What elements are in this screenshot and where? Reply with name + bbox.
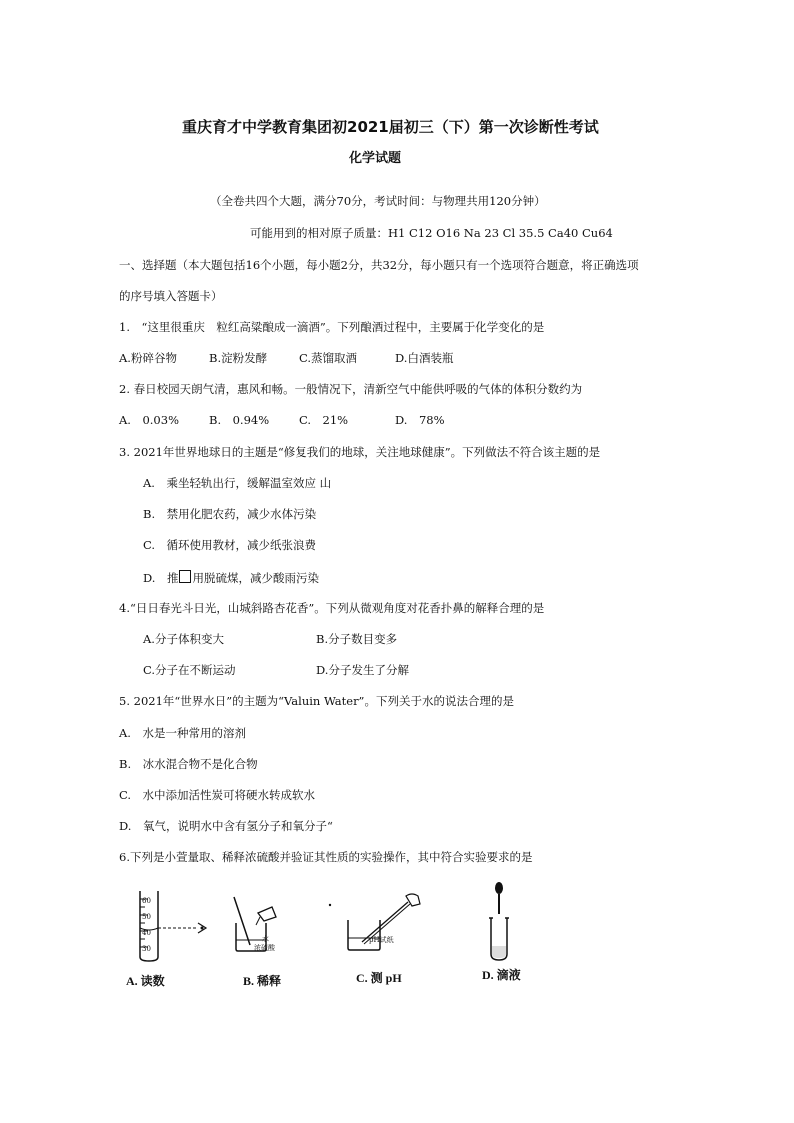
- section1-heading-cont: 的序号填入答题卡）: [119, 289, 223, 303]
- q3-option-d: [143, 570, 319, 585]
- section1-heading: 一、选择题（本大题包括16个小题，每小题2分，共32分，每小题只有一个选项符合题意，将正确选项: [119, 258, 639, 272]
- q1-option-b: B.淀粉发酵: [209, 351, 268, 365]
- q1-option-a: A.粉碎谷物: [119, 351, 177, 365]
- q4-option-a: A.分子体积变大: [143, 632, 224, 646]
- caption-b: B. 稀释: [243, 974, 282, 988]
- caption-c: C. 测 pH: [356, 971, 402, 985]
- q1-option-d: D.白酒装瓶: [395, 351, 454, 365]
- q2-option-b: B. 0.94%: [209, 413, 270, 427]
- cylinder-tick-60: 60: [142, 897, 151, 905]
- q2-option-a: A. 0.03%: [119, 413, 179, 427]
- q4-option-c: C.分子在不断运动: [143, 663, 236, 677]
- q2-option-c: C. 21%: [299, 413, 349, 427]
- label-ph-paper: pH试纸: [369, 936, 394, 944]
- q5-option-c: C. 水中添加活性炭可将硬水转成软水: [119, 788, 316, 802]
- q2-option-d: D. 78%: [395, 413, 445, 427]
- cylinder-tick-50: 50: [142, 913, 151, 921]
- q4-option-b: B.分子数目变多: [316, 632, 398, 646]
- q3-option-d-pre: D. 推: [143, 571, 179, 585]
- q6-stem: 6.下列是小萱量取、稀释浓硫酸并验证其性质的实验操作，其中符合实验要求的是: [119, 850, 533, 864]
- caption-a: A. 读数: [126, 974, 165, 988]
- figure-d-dropper-test-tube: [484, 880, 514, 962]
- q3-option-c: C. 循环使用教材，减少纸张浪费: [143, 538, 317, 552]
- q1-stem: 1. “这里很重庆 粒红高粱酿成一滴酒”。下列酿酒过程中，主要属于化学变化的是: [119, 320, 545, 334]
- q5-option-d: D. 氧气，说明水中含有氢分子和氧分子“: [119, 819, 333, 833]
- q5-option-a: A. 水是一种常用的溶剂: [119, 726, 246, 740]
- exam-subtitle: 化学试题: [349, 151, 402, 166]
- q3-option-b: B. 禁用化肥农药，减少水体污染: [143, 507, 317, 521]
- q3-stem: 3. 2021年世界地球日的主题是“修复我们的地球，关注地球健康”。下列做法不符合该主题的是: [119, 445, 601, 459]
- atomic-masses: 可能用到的相对原子质量：H1 C12 O16 Na 23 Cl 35.5 Ca40 Cu64: [250, 226, 613, 240]
- exam-title: 重庆育才中学教育集团初2021届初三（下）第一次诊断性考试: [182, 118, 599, 136]
- q2-stem: 2. 春日校园天朗气清，惠风和畅。一般情况下，清新空气中能供呼吸的气体的体积分数约为: [119, 382, 583, 396]
- q4-stem: 4.“日日春光斗日光，山城斜路杏花香”。下列从微观角度对花香扑鼻的解释合理的是: [119, 601, 545, 615]
- exam-info: （全卷共四个大题，满分70分，考试时间：与物理共用120分钟）: [210, 194, 546, 208]
- q3-option-a: A. 乘坐轻轨出行，缓解温室效应 山: [143, 476, 332, 490]
- q5-stem: 5. 2021年“世界水日”的主题为“Valuin Water”。下列关于水的说法合理的是: [119, 694, 514, 708]
- q3-option-d-post: 用脱硫煤，减少酸雨污染: [192, 571, 319, 585]
- missing-char-box: [179, 570, 191, 583]
- q4-option-d: D.分子发生了分解: [316, 663, 409, 677]
- cylinder-tick-30: 30: [142, 945, 151, 953]
- cylinder-tick-40: 40: [142, 929, 151, 937]
- caption-d: D. 滴液: [482, 968, 521, 982]
- q1-option-c: C.蒸馏取酒: [299, 351, 358, 365]
- label-water: 水: [262, 935, 269, 943]
- label-conc-sulfuric-acid: 浓硫酸: [254, 944, 275, 952]
- q5-option-b: B. 冰水混合物不是化合物: [119, 757, 258, 771]
